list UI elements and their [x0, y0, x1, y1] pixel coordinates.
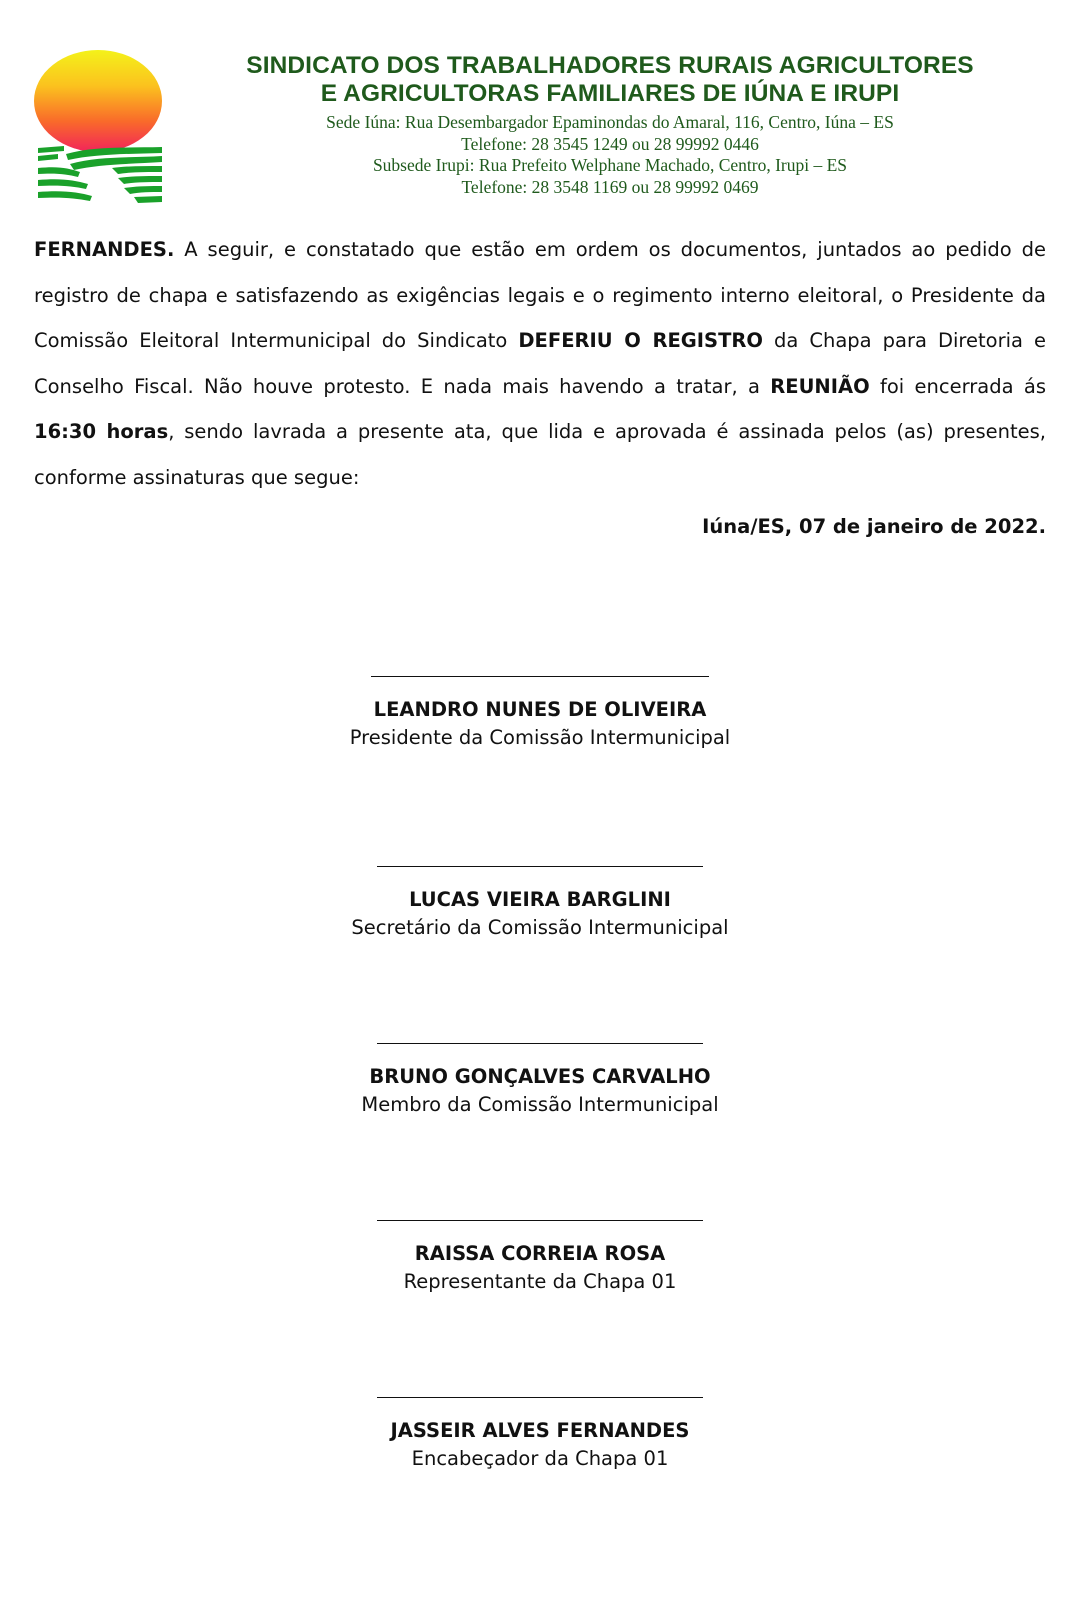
signature-block-secretary	[290, 866, 790, 943]
signature-line	[371, 676, 709, 677]
letterhead	[220, 52, 1000, 198]
bold-text-run: DEFERIU O REGISTRO	[518, 329, 763, 352]
signer-name: BRUNO GONÇALVES CARVALHO	[369, 1065, 711, 1088]
text-run: A seguir, e constatado que estão em ordem os documentos, juntados ao pedido de registro de chapa e satisfazendo as exigências legais e o regimento interno eleitoral, o Presidente da Comissão Eleitoral Intermunicipal do Sindicato	[34, 238, 1046, 352]
document-date: Iúna/ES, 07 de janeiro de 2022.	[702, 515, 1046, 538]
signature-block-representative	[290, 1220, 790, 1297]
sun-fields-logo-icon	[34, 50, 168, 204]
signer-name: LUCAS VIEIRA BARGLINI	[409, 888, 671, 911]
phone-sede: Telefone: 28 3545 1249 ou 28 99992 0446	[461, 133, 759, 154]
signature-line	[377, 1043, 703, 1044]
address-sede: Sede Iúna: Rua Desembargador Epaminondas do Amaral, 116, Centro, Iúna – ES	[326, 112, 894, 132]
signer-role: Secretário da Comissão Intermunicipal	[351, 916, 729, 939]
signer-name: RAISSA CORREIA ROSA	[414, 1242, 666, 1265]
bold-text-run: 16:30 horas	[34, 420, 169, 443]
signer-role: Encabeçador da Chapa 01	[411, 1447, 669, 1470]
text-run: da Chapa para Diretoria e Conselho Fiscal. Não houve protesto. E nada mais havendo a tratar, a	[34, 329, 1046, 398]
signer-role: Membro da Comissão Intermunicipal	[361, 1093, 719, 1116]
text-run: foi encerrada ás	[869, 374, 1046, 398]
signer-role: Presidente da Comissão Intermunicipal	[349, 726, 731, 749]
signer-name: LEANDRO NUNES DE OLIVEIRA	[373, 698, 707, 721]
address-subsede: Subsede Irupi: Rua Prefeito Welphane Machado, Centro, Irupi – ES	[372, 155, 848, 175]
union-name-line-2: E AGRICULTORAS FAMILIARES DE IÚNA E IRUPI	[320, 80, 900, 107]
bold-text-run: REUNIÃO	[770, 374, 870, 398]
union-name-line-1: SINDICATO DOS TRABALHADORES RURAIS AGRICULTORES	[246, 52, 974, 79]
union-logo	[34, 50, 168, 204]
signature-block-president	[290, 676, 790, 753]
signature-line	[377, 1220, 703, 1221]
text-run: , sendo lavrada a presente ata, que lida e aprovada é assinada pelos (as) presentes, conforme assinaturas que segue:	[34, 420, 1046, 489]
minutes-paragraph	[34, 227, 1046, 500]
signature-line	[377, 866, 703, 867]
signature-block-member	[290, 1043, 790, 1120]
signature-line	[377, 1397, 703, 1398]
signature-block-head-of-slate	[290, 1397, 790, 1474]
phone-subsede: Telefone: 28 3548 1169 ou 28 99992 0469	[461, 176, 759, 197]
bold-text-run: FERNANDES.	[34, 238, 175, 261]
signer-name: JASSEIR ALVES FERNANDES	[390, 1419, 690, 1442]
signer-role: Representante da Chapa 01	[403, 1270, 677, 1293]
